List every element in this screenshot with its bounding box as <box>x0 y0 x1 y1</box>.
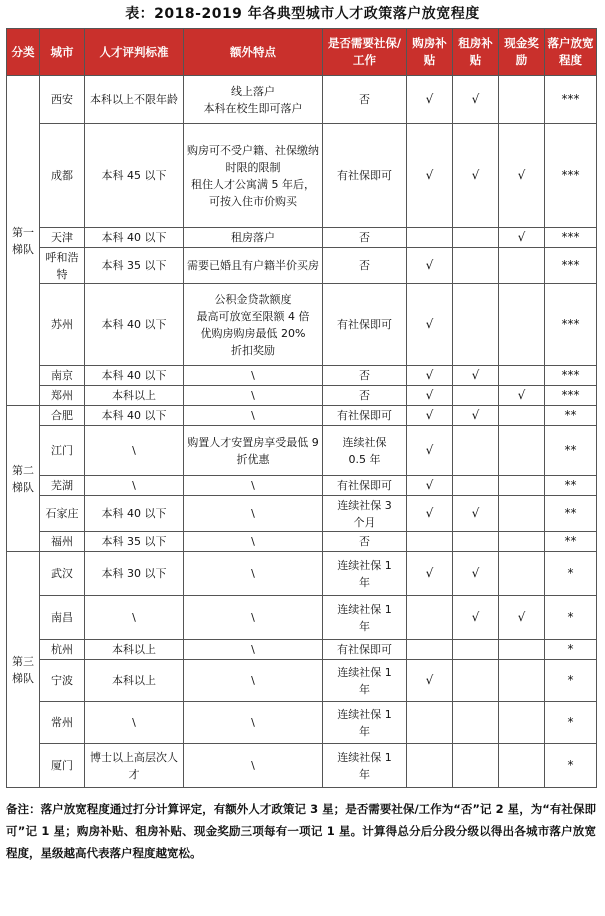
tier-cell: 第三梯队 <box>7 552 40 788</box>
house-subsidy-cell <box>407 228 453 248</box>
city-cell: 郑州 <box>40 386 85 406</box>
house-subsidy-cell <box>407 744 453 788</box>
cash-cell: √ <box>499 228 545 248</box>
rent-subsidy-cell <box>453 284 499 366</box>
table-body <box>7 76 597 788</box>
header-house-subsidy: 购房补贴 <box>407 29 453 76</box>
cash-cell <box>499 248 545 284</box>
level-cell: *** <box>545 248 597 284</box>
extra-cell: 租房落户 <box>184 228 323 248</box>
rent-subsidy-cell: √ <box>453 496 499 532</box>
talent-cell: \ <box>85 702 184 744</box>
cash-cell <box>499 744 545 788</box>
cash-cell: √ <box>499 386 545 406</box>
talent-cell: 博士以上高层次人才 <box>85 744 184 788</box>
policy-table <box>6 28 597 788</box>
tier-cell: 第一梯队 <box>7 76 40 406</box>
level-cell: *** <box>545 76 597 124</box>
level-cell: *** <box>545 366 597 386</box>
cash-cell <box>499 366 545 386</box>
city-cell: 苏州 <box>40 284 85 366</box>
social-cell: 否 <box>323 532 407 552</box>
table-row <box>7 496 597 532</box>
house-subsidy-cell: √ <box>407 386 453 406</box>
rent-subsidy-cell: √ <box>453 124 499 228</box>
table-row <box>7 426 597 476</box>
extra-cell: \ <box>184 640 323 660</box>
house-subsidy-cell: √ <box>407 426 453 476</box>
social-cell: 连续社保 1 年 <box>323 552 407 596</box>
header-row <box>7 29 597 76</box>
rent-subsidy-cell <box>453 702 499 744</box>
table-row <box>7 532 597 552</box>
header-city: 城市 <box>40 29 85 76</box>
table-row <box>7 596 597 640</box>
house-subsidy-cell: √ <box>407 124 453 228</box>
talent-cell: 本科 40 以下 <box>85 228 184 248</box>
talent-cell: 本科以上 <box>85 640 184 660</box>
header-rent-subsidy: 租房补贴 <box>453 29 499 76</box>
house-subsidy-cell: √ <box>407 476 453 496</box>
extra-cell: \ <box>184 532 323 552</box>
social-cell: 有社保即可 <box>323 476 407 496</box>
talent-cell: 本科 35 以下 <box>85 248 184 284</box>
level-cell: * <box>545 596 597 640</box>
talent-cell: 本科 35 以下 <box>85 532 184 552</box>
talent-cell: 本科 40 以下 <box>85 406 184 426</box>
level-cell: * <box>545 702 597 744</box>
talent-cell: 本科以上不限年龄 <box>85 76 184 124</box>
house-subsidy-cell <box>407 640 453 660</box>
house-subsidy-cell: √ <box>407 406 453 426</box>
rent-subsidy-cell <box>453 228 499 248</box>
level-cell: ** <box>545 496 597 532</box>
table-row <box>7 406 597 426</box>
extra-cell: \ <box>184 744 323 788</box>
social-cell: 连续社保 1 年 <box>323 744 407 788</box>
social-cell: 连续社保 1 年 <box>323 660 407 702</box>
city-cell: 南京 <box>40 366 85 386</box>
house-subsidy-cell: √ <box>407 248 453 284</box>
city-cell: 天津 <box>40 228 85 248</box>
rent-subsidy-cell <box>453 426 499 476</box>
talent-cell: 本科 40 以下 <box>85 496 184 532</box>
cash-cell: √ <box>499 596 545 640</box>
level-cell: * <box>545 640 597 660</box>
header-social: 是否需要社保/工作 <box>323 29 407 76</box>
talent-cell: 本科 40 以下 <box>85 366 184 386</box>
extra-cell: 需要已婚且有户籍半价买房 <box>184 248 323 284</box>
talent-cell: 本科 30 以下 <box>85 552 184 596</box>
talent-cell: \ <box>85 476 184 496</box>
rent-subsidy-cell <box>453 476 499 496</box>
extra-cell: \ <box>184 386 323 406</box>
header-tier: 分类 <box>7 29 40 76</box>
city-cell: 武汉 <box>40 552 85 596</box>
rent-subsidy-cell: √ <box>453 366 499 386</box>
city-cell: 南昌 <box>40 596 85 640</box>
level-cell: *** <box>545 284 597 366</box>
rent-subsidy-cell <box>453 744 499 788</box>
level-cell: ** <box>545 532 597 552</box>
table-title: 表：2018-2019 年各典型城市人才政策落户放宽程度 <box>125 6 480 22</box>
extra-cell: 购房可不受户籍、社保缴纳时限的限制 租住人才公寓满 5 年后， 可按入住市价购买 <box>184 124 323 228</box>
header-extra: 额外特点 <box>184 29 323 76</box>
city-cell: 呼和浩特 <box>40 248 85 284</box>
social-cell: 否 <box>323 248 407 284</box>
table-row <box>7 76 597 124</box>
table-row <box>7 228 597 248</box>
house-subsidy-cell: √ <box>407 366 453 386</box>
rent-subsidy-cell: √ <box>453 552 499 596</box>
tier-cell: 第二梯队 <box>7 406 40 552</box>
talent-cell: \ <box>85 426 184 476</box>
level-cell: *** <box>545 386 597 406</box>
cash-cell <box>499 660 545 702</box>
city-cell: 合肥 <box>40 406 85 426</box>
level-cell: * <box>545 744 597 788</box>
extra-cell: 线上落户 本科在校生即可落户 <box>184 76 323 124</box>
cash-cell <box>499 476 545 496</box>
cash-cell <box>499 496 545 532</box>
rent-subsidy-cell <box>453 248 499 284</box>
cash-cell <box>499 406 545 426</box>
table-row <box>7 284 597 366</box>
house-subsidy-cell: √ <box>407 76 453 124</box>
social-cell: 否 <box>323 228 407 248</box>
talent-cell: 本科 45 以下 <box>85 124 184 228</box>
header-level: 落户放宽程度 <box>545 29 597 76</box>
city-cell: 江门 <box>40 426 85 476</box>
social-cell: 否 <box>323 76 407 124</box>
social-cell: 有社保即可 <box>323 284 407 366</box>
header-cash: 现金奖励 <box>499 29 545 76</box>
rent-subsidy-cell: √ <box>453 596 499 640</box>
extra-cell: \ <box>184 702 323 744</box>
table-row <box>7 552 597 596</box>
table-row <box>7 640 597 660</box>
social-cell: 连续社保 1 年 <box>323 702 407 744</box>
social-cell: 连续社保 1 年 <box>323 596 407 640</box>
extra-cell: 公积金贷款额度 最高可放宽至限额 4 倍 优购房购房最低 20% 折扣奖励 <box>184 284 323 366</box>
table-row <box>7 660 597 702</box>
extra-cell: \ <box>184 596 323 640</box>
header-talent: 人才评判标准 <box>85 29 184 76</box>
house-subsidy-cell: √ <box>407 496 453 532</box>
extra-cell: \ <box>184 476 323 496</box>
house-subsidy-cell <box>407 702 453 744</box>
city-cell: 福州 <box>40 532 85 552</box>
city-cell: 杭州 <box>40 640 85 660</box>
extra-cell: 购置人才安置房享受最低 9 折优惠 <box>184 426 323 476</box>
cash-cell <box>499 426 545 476</box>
city-cell: 厦门 <box>40 744 85 788</box>
talent-cell: 本科 40 以下 <box>85 284 184 366</box>
house-subsidy-cell: √ <box>407 660 453 702</box>
house-subsidy-cell: √ <box>407 284 453 366</box>
level-cell: *** <box>545 228 597 248</box>
social-cell: 有社保即可 <box>323 124 407 228</box>
social-cell: 连续社保 3 个月 <box>323 496 407 532</box>
city-cell: 西安 <box>40 76 85 124</box>
cash-cell <box>499 76 545 124</box>
rent-subsidy-cell: √ <box>453 406 499 426</box>
rent-subsidy-cell <box>453 532 499 552</box>
city-cell: 石家庄 <box>40 496 85 532</box>
table-row <box>7 744 597 788</box>
rent-subsidy-cell <box>453 640 499 660</box>
city-cell: 常州 <box>40 702 85 744</box>
cash-cell <box>499 284 545 366</box>
extra-cell: \ <box>184 552 323 596</box>
rent-subsidy-cell: √ <box>453 76 499 124</box>
level-cell: ** <box>545 476 597 496</box>
extra-cell: \ <box>184 406 323 426</box>
table-row <box>7 702 597 744</box>
table-row <box>7 124 597 228</box>
social-cell: 连续社保 0.5 年 <box>323 426 407 476</box>
social-cell: 否 <box>323 386 407 406</box>
footnote: 备注：落户放宽程度通过打分计算评定，有额外人才政策记 3 星；是否需要社保/工作为“否”记 2 星，为“有社保即可”记 1 星；购房补贴、租房补贴、现金奖励三项每有一项记 1 星。计算得总分后分段分级以得出各城市落户放宽程度，星级越高代表落户程度越宽松。 <box>6 802 596 860</box>
house-subsidy-cell <box>407 596 453 640</box>
extra-cell: \ <box>184 366 323 386</box>
level-cell: *** <box>545 124 597 228</box>
cash-cell: √ <box>499 124 545 228</box>
city-cell: 芜湖 <box>40 476 85 496</box>
talent-cell: 本科以上 <box>85 660 184 702</box>
talent-cell: 本科以上 <box>85 386 184 406</box>
cash-cell <box>499 640 545 660</box>
table-row <box>7 248 597 284</box>
social-cell: 否 <box>323 366 407 386</box>
house-subsidy-cell <box>407 532 453 552</box>
city-cell: 成都 <box>40 124 85 228</box>
level-cell: * <box>545 660 597 702</box>
table-row <box>7 476 597 496</box>
table-row <box>7 366 597 386</box>
house-subsidy-cell: √ <box>407 552 453 596</box>
extra-cell: \ <box>184 660 323 702</box>
level-cell: ** <box>545 426 597 476</box>
cash-cell <box>499 532 545 552</box>
table-row <box>7 386 597 406</box>
cash-cell <box>499 702 545 744</box>
level-cell: ** <box>545 406 597 426</box>
cash-cell <box>499 552 545 596</box>
city-cell: 宁波 <box>40 660 85 702</box>
extra-cell: \ <box>184 496 323 532</box>
social-cell: 有社保即可 <box>323 640 407 660</box>
social-cell: 有社保即可 <box>323 406 407 426</box>
rent-subsidy-cell <box>453 386 499 406</box>
level-cell: * <box>545 552 597 596</box>
rent-subsidy-cell <box>453 660 499 702</box>
talent-cell: \ <box>85 596 184 640</box>
